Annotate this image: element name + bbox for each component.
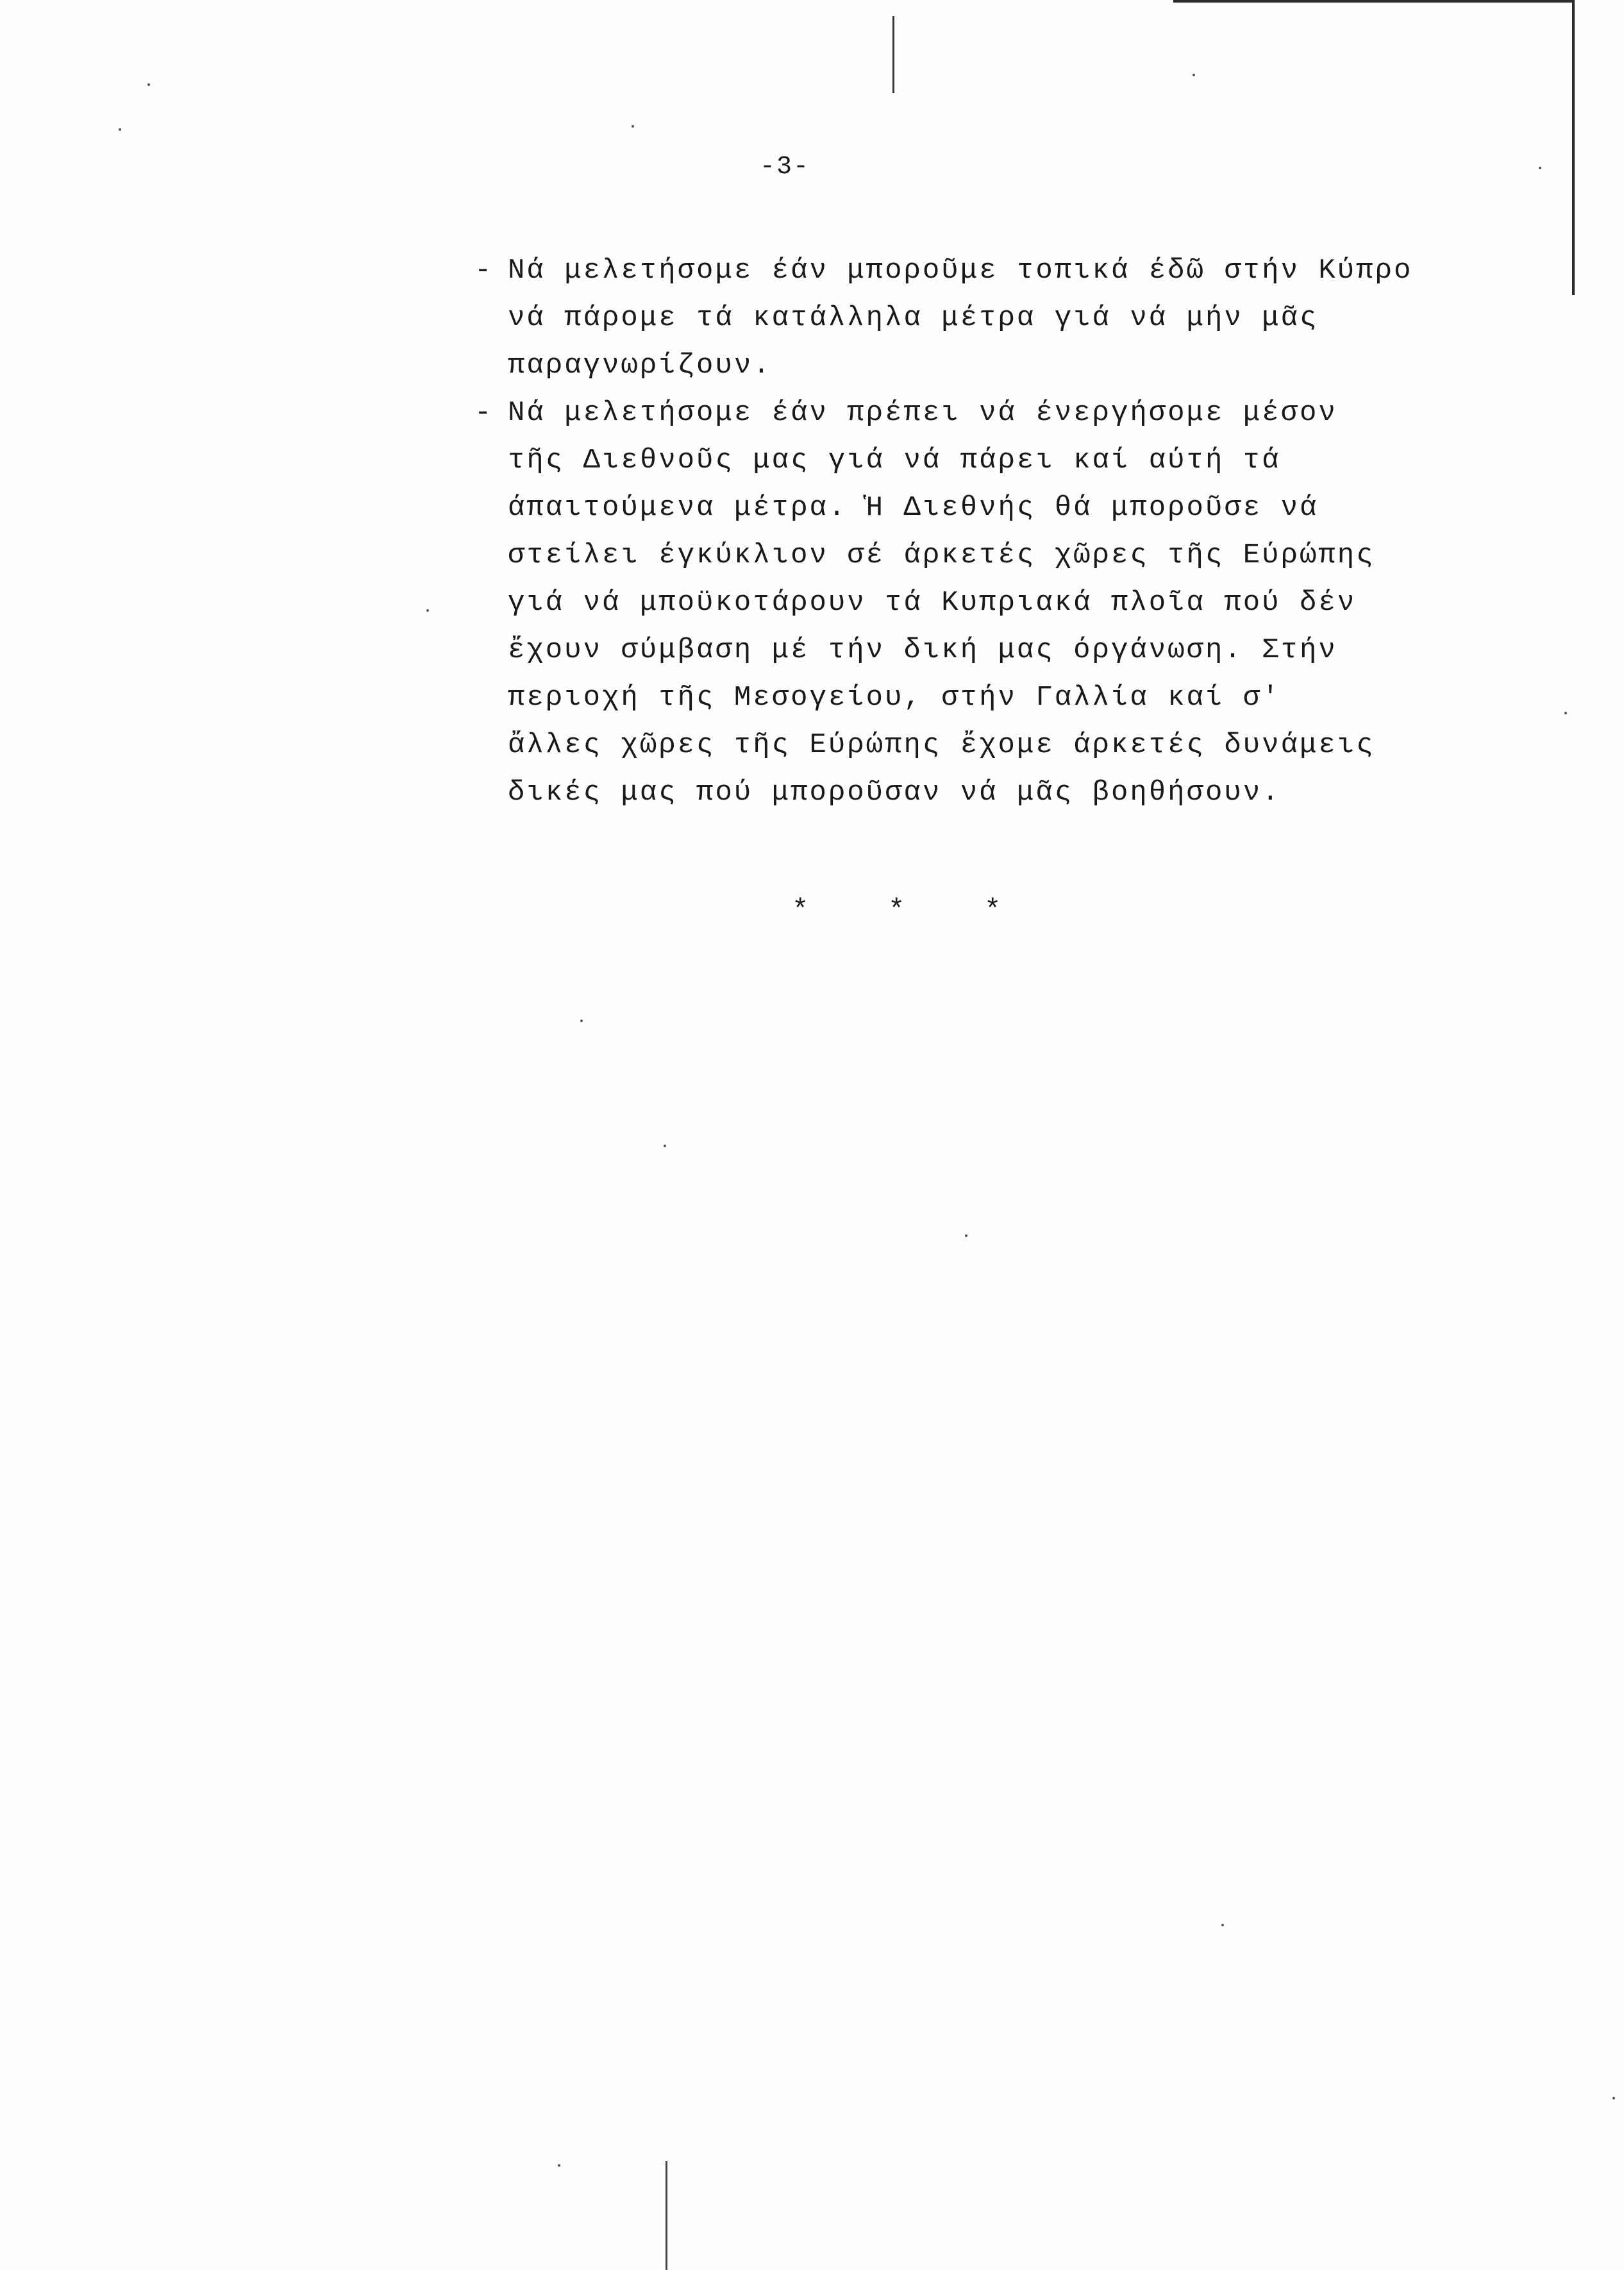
scan-speck xyxy=(147,83,150,86)
section-separator xyxy=(792,895,1080,927)
text-line: γιά νά μποϋκοτάρουν τά Κυπριακά πλοῖα πού δέν xyxy=(508,587,1357,619)
scan-speck xyxy=(1564,712,1567,714)
text-line: ἔχουν σύμβαση μέ τήν δική μας όργάνωση. Στήν xyxy=(508,634,1337,666)
text-line: τῆς Διεθνοῦς μας γιά νά πάρει καί αύτή τά xyxy=(508,444,1281,476)
text-line: δικές μας πού μποροῦσαν νά μᾶς βοηθήσουν. xyxy=(508,777,1281,809)
scan-speck xyxy=(558,2164,560,2167)
scan-mark-top xyxy=(892,16,894,93)
scan-speck xyxy=(664,1145,666,1147)
text-line: παραγνωρίζουν. xyxy=(508,349,772,382)
text-line: Νά μελετήσομε έάν μποροῦμε τοπικά έδῶ στήν Κύπρο xyxy=(508,255,1413,287)
list-marker: - xyxy=(474,397,494,429)
scan-speck xyxy=(1221,1924,1224,1926)
scan-speck xyxy=(1612,2097,1615,2099)
scan-edge-top xyxy=(1173,0,1572,3)
text-line: στείλει έγκύκλιον σέ άρκετές χῶρες τῆς Εύρώπης xyxy=(508,539,1375,571)
scan-speck xyxy=(119,128,121,131)
scan-edge-right xyxy=(1572,0,1575,295)
text-line: περιοχή τῆς Μεσογείου, στήν Γαλλία καί σ' xyxy=(508,682,1281,714)
scan-speck xyxy=(632,125,634,128)
list-marker: - xyxy=(474,255,494,287)
body-list xyxy=(474,247,1475,816)
scan-speck xyxy=(580,1020,583,1022)
scan-mark-bottom xyxy=(666,2161,667,2270)
page-number: -3- xyxy=(760,153,810,181)
scan-speck xyxy=(965,1234,967,1237)
asterisk: * xyxy=(792,895,809,927)
text-line: άπαιτούμενα μέτρα. Ἡ Διεθνής θά μποροῦσε νά xyxy=(508,492,1319,524)
text-line: νά πάρομε τά κατάλληλα μέτρα γιά νά μήν μᾶς xyxy=(508,302,1319,334)
list-item xyxy=(474,389,1475,816)
text-line: ἄλλες χῶρες τῆς Εύρώπης ἔχομε άρκετές δυνάμεις xyxy=(508,729,1375,761)
scan-speck xyxy=(426,609,429,612)
scan-speck xyxy=(1193,74,1195,76)
scan-speck xyxy=(1539,167,1541,169)
asterisk: * xyxy=(984,895,1001,927)
text-line: Νά μελετήσομε έάν πρέπει νά ένεργήσομε μέσον xyxy=(508,397,1337,429)
asterisk: * xyxy=(888,895,905,927)
list-item xyxy=(474,247,1475,389)
